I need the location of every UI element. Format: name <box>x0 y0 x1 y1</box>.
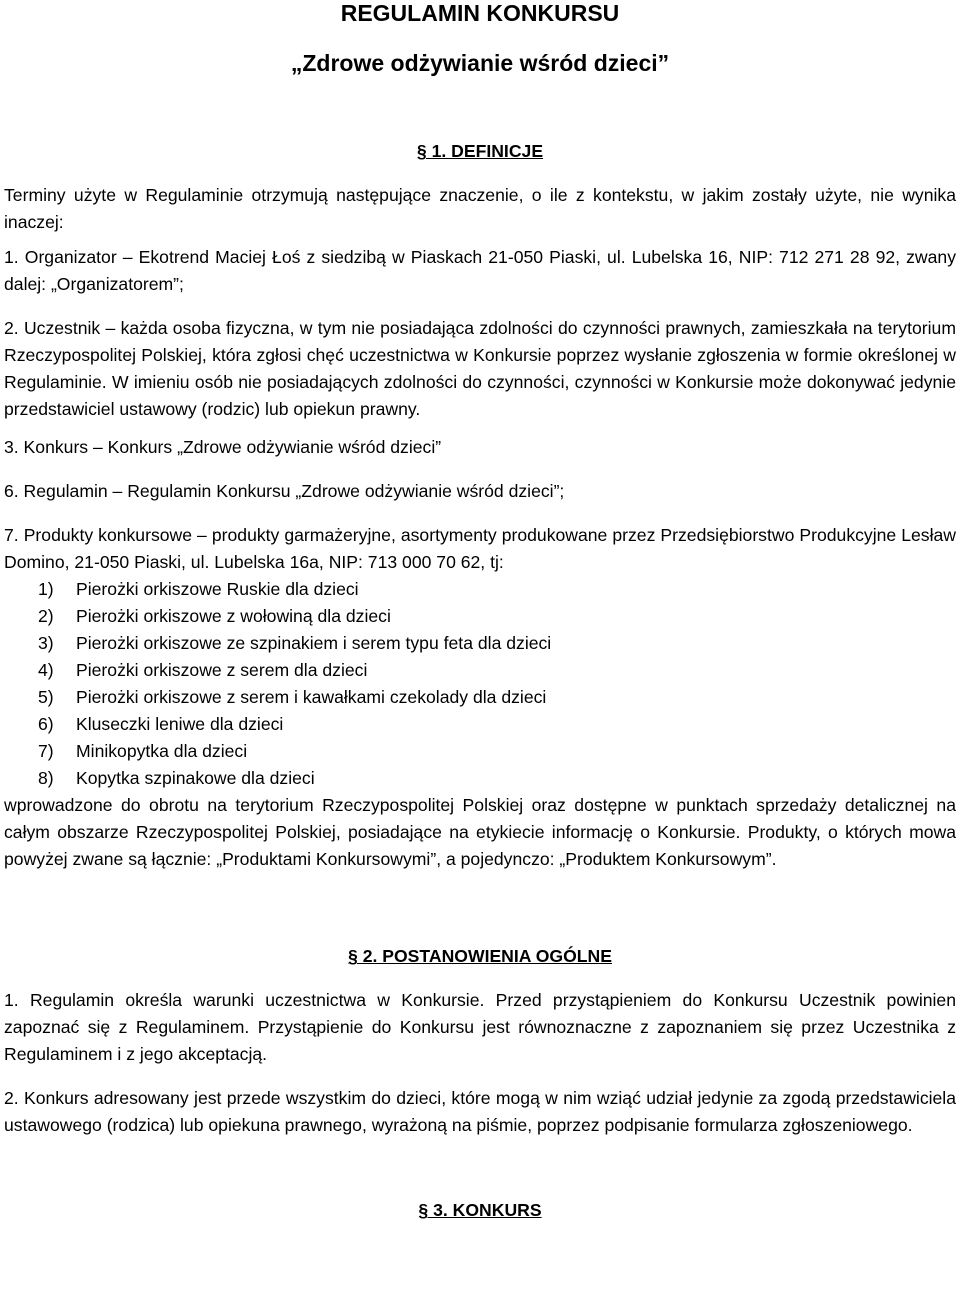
definition-participant: 2. Uczestnik – każda osoba fizyczna, w tym nie posiadająca zdolności do czynności prawnych, zamieszkała na terytorium Rzeczypospolitej Polskiej, która zgłosi chęć uczestnictwa w Konkursie poprzez wysłanie zgłoszenia w formie określonej w Regulaminie. W imieniu osób nie posiadających zdolności do czynności, czynności w Konkursie może dokonywać jedynie przedstawiciel ustawowy (rodzic) lub opiekun prawny. <box>4 318 956 419</box>
list-item <box>4 630 956 657</box>
list-item <box>4 765 956 792</box>
list-item <box>4 738 956 765</box>
list-item-label: Pierożki orkiszowe Ruskie dla dzieci <box>76 579 359 599</box>
list-item-number: 7) <box>38 741 54 761</box>
section-2-heading: § 2. POSTANOWIENIA OGÓLNE <box>348 946 612 966</box>
list-item-label: Kopytka szpinakowe dla dzieci <box>76 768 315 788</box>
definition-contest: 3. Konkurs – Konkurs „Zdrowe odżywianie wśród dzieci” <box>4 437 442 457</box>
general-provision-2: 2. Konkurs adresowany jest przede wszystkim do dzieci, które mogą w nim wziąć udział jedynie za zgodą przedstawiciela ustawowego (rodzica) lub opiekuna prawnego, wyrażoną na piśmie, poprzez podpisanie formularza zgłoszeniowego. <box>4 1088 956 1135</box>
definitions-intro: Terminy użyte w Regulaminie otrzymują następujące znaczenie, o ile z kontekstu, w jakim zostały użyte, nie wynika inaczej: <box>4 185 956 232</box>
list-item-number: 6) <box>38 714 54 734</box>
general-provision-1: 1. Regulamin określa warunki uczestnictwa w Konkursie. Przed przystąpieniem do Konkursu Uczestnik powinien zapoznać się z Regulaminem. Przystąpienie do Konkursu jest równoznaczne z zapoznaniem się przez Uczestnika z Regulaminem i z jego akceptacją. <box>4 990 956 1064</box>
list-item <box>4 576 956 603</box>
section-1-heading: § 1. DEFINICJE <box>416 141 544 161</box>
list-item-number: 1) <box>38 579 54 599</box>
definition-organizer: 1. Organizator – Ekotrend Maciej Łoś z siedzibą w Piaskach 21-050 Piaski, ul. Lubelska 16, NIP: 712 271 28 92, zwany dalej: „Organizatorem”; <box>4 247 956 294</box>
list-item-number: 5) <box>38 687 54 707</box>
list-item-number: 2) <box>38 606 54 626</box>
list-item-label: Pierożki orkiszowe z serem dla dzieci <box>76 660 368 680</box>
list-item <box>4 711 956 738</box>
list-item-number: 3) <box>38 633 54 653</box>
list-item <box>4 657 956 684</box>
definition-regulations: 6. Regulamin – Regulamin Konkursu „Zdrowe odżywianie wśród dzieci”; <box>4 481 565 501</box>
list-item-label: Pierożki orkiszowe z wołowiną dla dzieci <box>76 606 391 626</box>
list-item-number: 4) <box>38 660 54 680</box>
list-item <box>4 684 956 711</box>
list-item-label: Pierożki orkiszowe ze szpinakiem i serem typu feta dla dzieci <box>76 633 552 653</box>
definition-products: 7. Produkty konkursowe – produkty garmażeryjne, asortymenty produkowane przez Przedsiębiorstwo Produkcyjne Lesław Domino, 21-050 Piaski, ul. Lubelska 16a, NIP: 713 000 70 62, tj: <box>4 525 956 572</box>
list-item-label: Pierożki orkiszowe z serem i kawałkami czekolady dla dzieci <box>76 687 547 707</box>
list-item <box>4 603 956 630</box>
product-list <box>4 576 956 792</box>
document-title: REGULAMIN KONKURSU <box>340 0 620 26</box>
list-item-number: 8) <box>38 768 54 788</box>
section-3-heading: § 3. KONKURS <box>418 1200 542 1220</box>
definition-products-continuation: wprowadzone do obrotu na terytorium Rzeczypospolitej Polskiej oraz dostępne w punktach sprzedaży detalicznej na całym obszarze Rzeczypospolitej Polskiej, posiadające na etykiecie informację o Konkursie. Produkty, o których mowa powyżej zwane są łącznie: „Produktami Konkursowymi”, a pojedynczo: „Produktem Konkursowym”. <box>4 795 956 869</box>
list-item-label: Minikopytka dla dzieci <box>76 741 248 761</box>
list-item-label: Kluseczki leniwe dla dzieci <box>76 714 284 734</box>
document-subtitle: „Zdrowe odżywianie wśród dzieci” <box>290 50 670 76</box>
